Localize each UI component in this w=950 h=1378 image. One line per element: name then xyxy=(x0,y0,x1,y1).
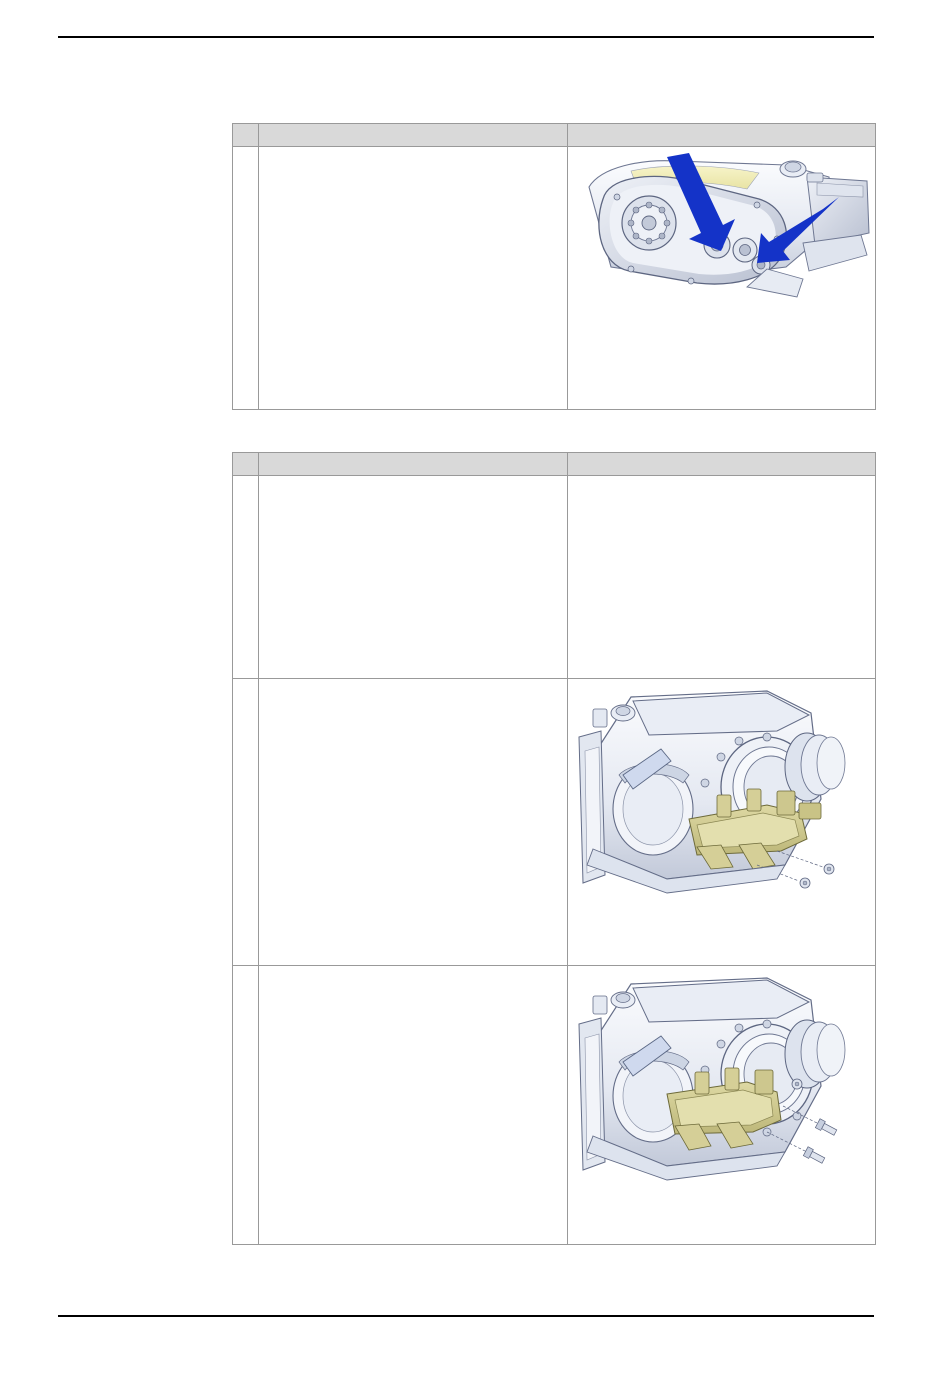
footer-rule xyxy=(58,1315,874,1317)
step-text xyxy=(259,147,567,410)
step-number xyxy=(233,966,259,1245)
table-row xyxy=(233,147,876,410)
figure-gearbox-bracket-loose-screws xyxy=(571,966,871,1214)
header-cell-image xyxy=(567,124,876,147)
header-cell-image xyxy=(567,453,876,476)
step-number xyxy=(233,147,259,410)
header-cell-text xyxy=(259,453,567,476)
step-image-cell xyxy=(567,679,876,966)
step-image-cell xyxy=(567,476,876,679)
figure-gearbox-bracket-assembly xyxy=(571,679,871,929)
table-row xyxy=(233,966,876,1245)
step-number xyxy=(233,679,259,966)
table-header-row xyxy=(233,124,876,147)
table-header-row xyxy=(233,453,876,476)
step-text xyxy=(259,476,567,679)
procedure-table-1 xyxy=(232,123,876,410)
header-cell-number xyxy=(233,124,259,147)
step-image-cell xyxy=(567,147,876,410)
table-row xyxy=(233,476,876,679)
header-cell-number xyxy=(233,453,259,476)
header-cell-text xyxy=(259,124,567,147)
procedure-table-2 xyxy=(232,452,876,1245)
step-text xyxy=(259,966,567,1245)
figure-gearbox-belt-cover xyxy=(571,147,871,347)
step-image-cell xyxy=(567,966,876,1245)
table-row xyxy=(233,679,876,966)
step-text xyxy=(259,679,567,966)
header-rule xyxy=(58,36,874,38)
step-number xyxy=(233,476,259,679)
